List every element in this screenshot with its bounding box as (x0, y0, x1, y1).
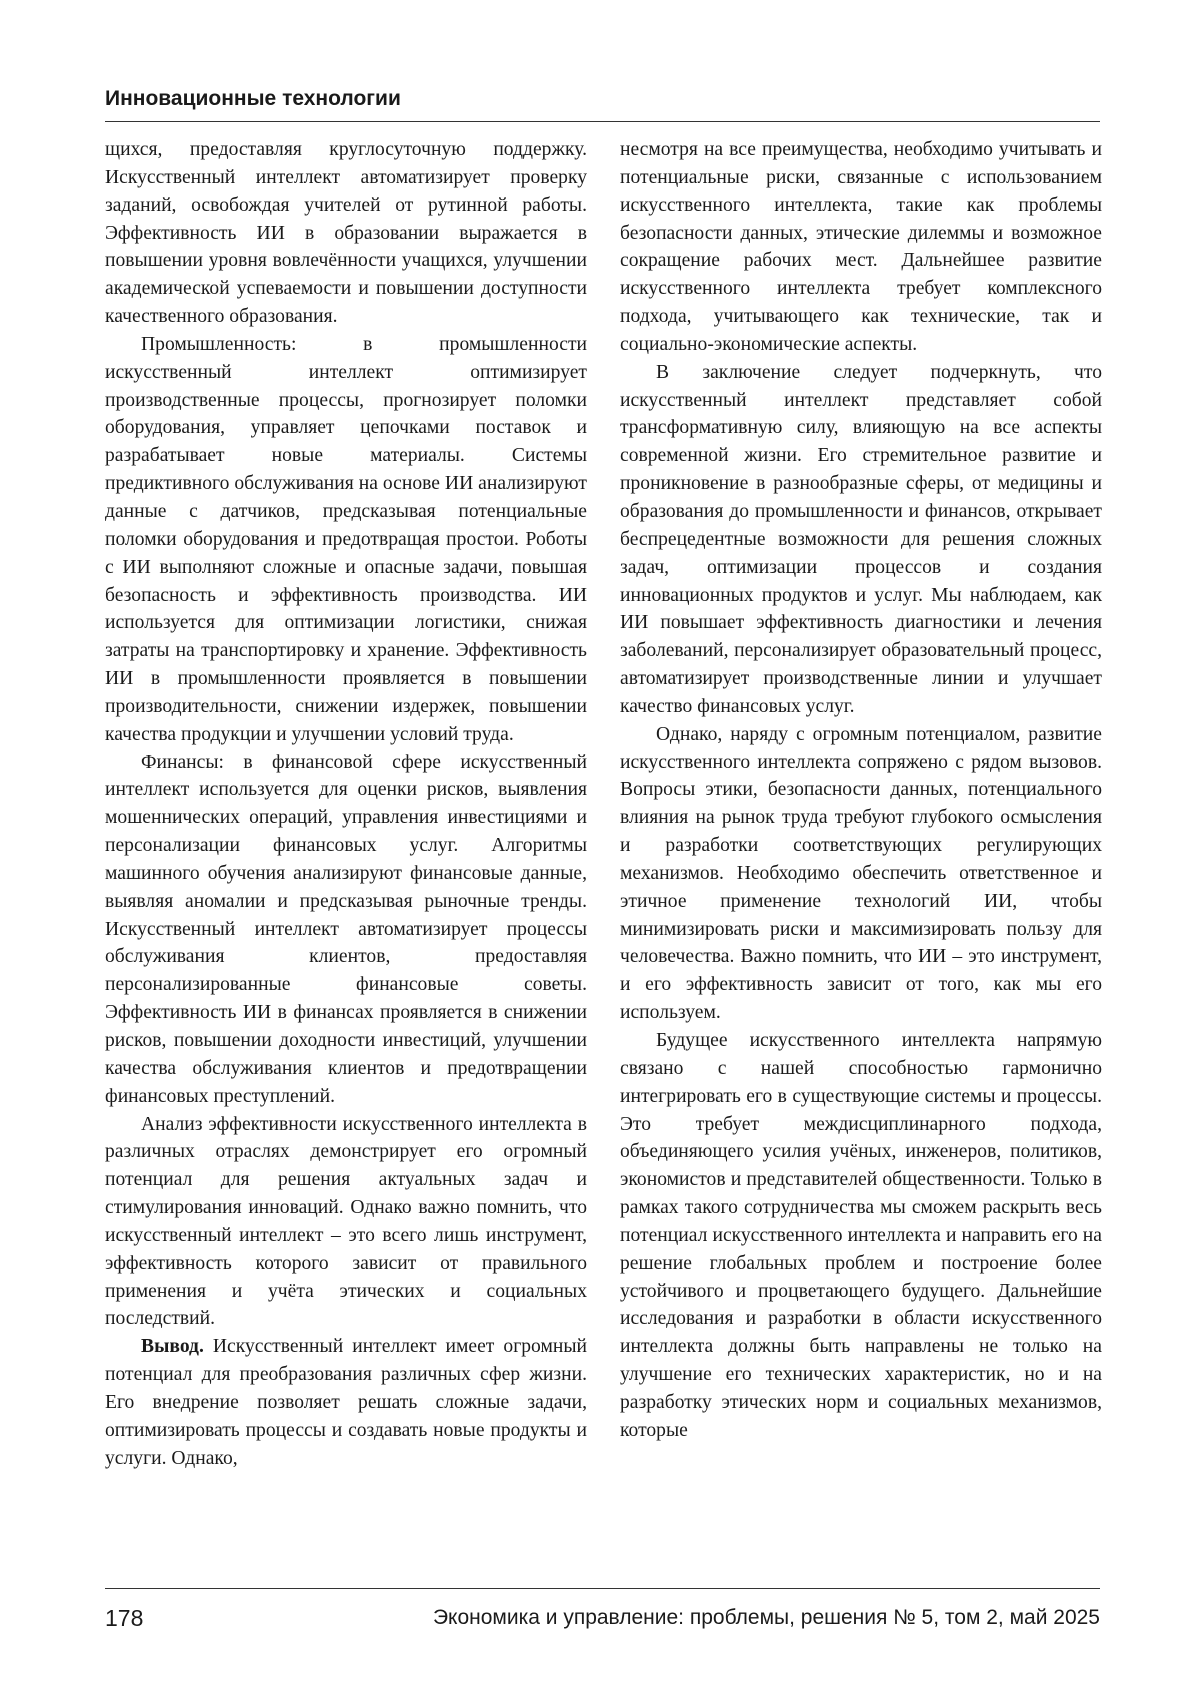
running-title: Инновационные технологии (105, 87, 401, 110)
paragraph-finance: Финансы: в финансовой сфере искусственный интеллект используется для оценки рисков, выявления мошеннических операций, управления инвестициями и персонализации финансовых услуг. Алгоритмы машинного обучения анализируют финансовые данные, выявляя аномалии и предсказывая рыночные тренды. Искусственный интеллект автоматизирует процессы обслуживания клиентов, предоставляя персонализированные финансовые советы. Эффективность ИИ в финансах проявляется в снижении рисков, повышении доходности инвестиций, улучшении качества обслуживания клиентов и предотвращении финансовых преступлений. (105, 751, 587, 1107)
right-column (620, 136, 1102, 1445)
paragraph-industry: Промышленность: в промышленности искусственный интеллект оптимизирует производственные процессы, прогнозирует поломки оборудования, управляет цепочками поставок и разрабатывает новые материалы. Системы предиктивного обслуживания на основе ИИ анализируют данные с датчиков, предсказывая потенциальные поломки оборудования и предотвращая простои. Роботы с ИИ выполняют сложные и опасные задачи, повышая безопасность и эффективность производства. ИИ используется для оптимизации логистики, снижая затраты на транспортировку и хранение. Эффективность ИИ в промышленности проявляется в повышении производительности, снижении издержек, повышении качества продукции и улучшении условий труда. (105, 333, 587, 745)
paragraph-summary: В заключение следует подчеркнуть, что искусственный интеллект представляет собой трансформативную силу, влияющую на все аспекты современной жизни. Его стремительное развитие и проникновение в разнообразные сферы, от медицины и образования до промышленности и финансов, открывает беспрецедентные возможности для решения сложных задач, оптимизации процессов и создания инновационных продуктов и услуг. Мы наблюдаем, как ИИ повышает эффективность диагностики и лечения заболеваний, персонализирует образовательный процесс, автоматизирует производственные линии и улучшает качество финансовых услуг. (620, 361, 1102, 717)
paragraph-risks: несмотря на все преимущества, необходимо учитывать и потенциальные риски, связанные с использованием искусственного интеллекта, такие как проблемы безопасности данных, этические дилеммы и возможное сокращение рабочих мест. Дальнейшее развитие искусственного интеллекта требует комплексного подхода, учитывающего как технические, так и социально-экономические аспекты. (620, 139, 1102, 355)
page-number: 178 (105, 1605, 144, 1631)
journal-info: Экономика и управление: проблемы, решения № 5, том 2, май 2025 (432, 1606, 1100, 1629)
left-column (105, 136, 587, 1473)
paragraph-education-continuation: щихся, предоставляя круглосуточную поддержку. Искусственный интеллект автоматизирует проверку заданий, освобождая учителей от рутинной работы. Эффективность ИИ в образовании выражается в повышении уровня вовлечённости учащихся, улучшении академической успеваемости и повышении доступности качественного образования. (105, 139, 587, 328)
paragraph-conclusion (105, 1333, 587, 1472)
paragraph-future: Будущее искусственного интеллекта напрямую связано с нашей способностью гармонично интегрировать его в существующие системы и процессы. Это требует междисциплинарного подхода, объединяющего усилия учёных, инженеров, политиков, экономистов и представителей общественности. Только в рамках такого сотрудничества мы сможем раскрыть весь потенциал искусственного интеллекта и направить его на решение глобальных проблем и построение более устойчивого и процветающего будущего. Дальнейшие исследования и разработки в области искусственного интеллекта должны быть направлены не только на улучшение его технических характеристик, но и на разработку этических норм и социальных механизмов, которые (620, 1030, 1102, 1441)
header-rule (105, 121, 1100, 122)
footer-rule (105, 1588, 1100, 1589)
paragraph-challenges: Однако, наряду с огромным потенциалом, развитие искусственного интеллекта сопряжено с рядом вызовов. Вопросы этики, безопасности данных, потенциального влияния на рынок труда требуют глубокого осмысления и разработки соответствующих регулирующих механизмов. Необходимо обеспечить ответственное и этичное применение технологий ИИ, чтобы минимизировать риски и максимизировать пользу для человечества. Важно помнить, что ИИ – это инструмент, и его эффективность зависит от того, как мы его используем. (620, 723, 1102, 1024)
paragraph-analysis: Анализ эффективности искусственного интеллекта в различных отраслях демонстрирует его огромный потенциал для решения актуальных задач и стимулирования инноваций. Однако важно помнить, что искусственный интеллект – это всего лишь инструмент, эффективность которого зависит от правильного применения и учёта этических и социальных последствий. (105, 1113, 587, 1330)
conclusion-text: Искусственный интеллект имеет огромный потенциал для преобразования различных сфер жизни. Его внедрение позволяет решать сложные задачи, оптимизировать процессы и создавать новые продукты и услуги. Однако, (105, 1336, 587, 1469)
conclusion-lead: Вывод. (141, 1336, 204, 1358)
